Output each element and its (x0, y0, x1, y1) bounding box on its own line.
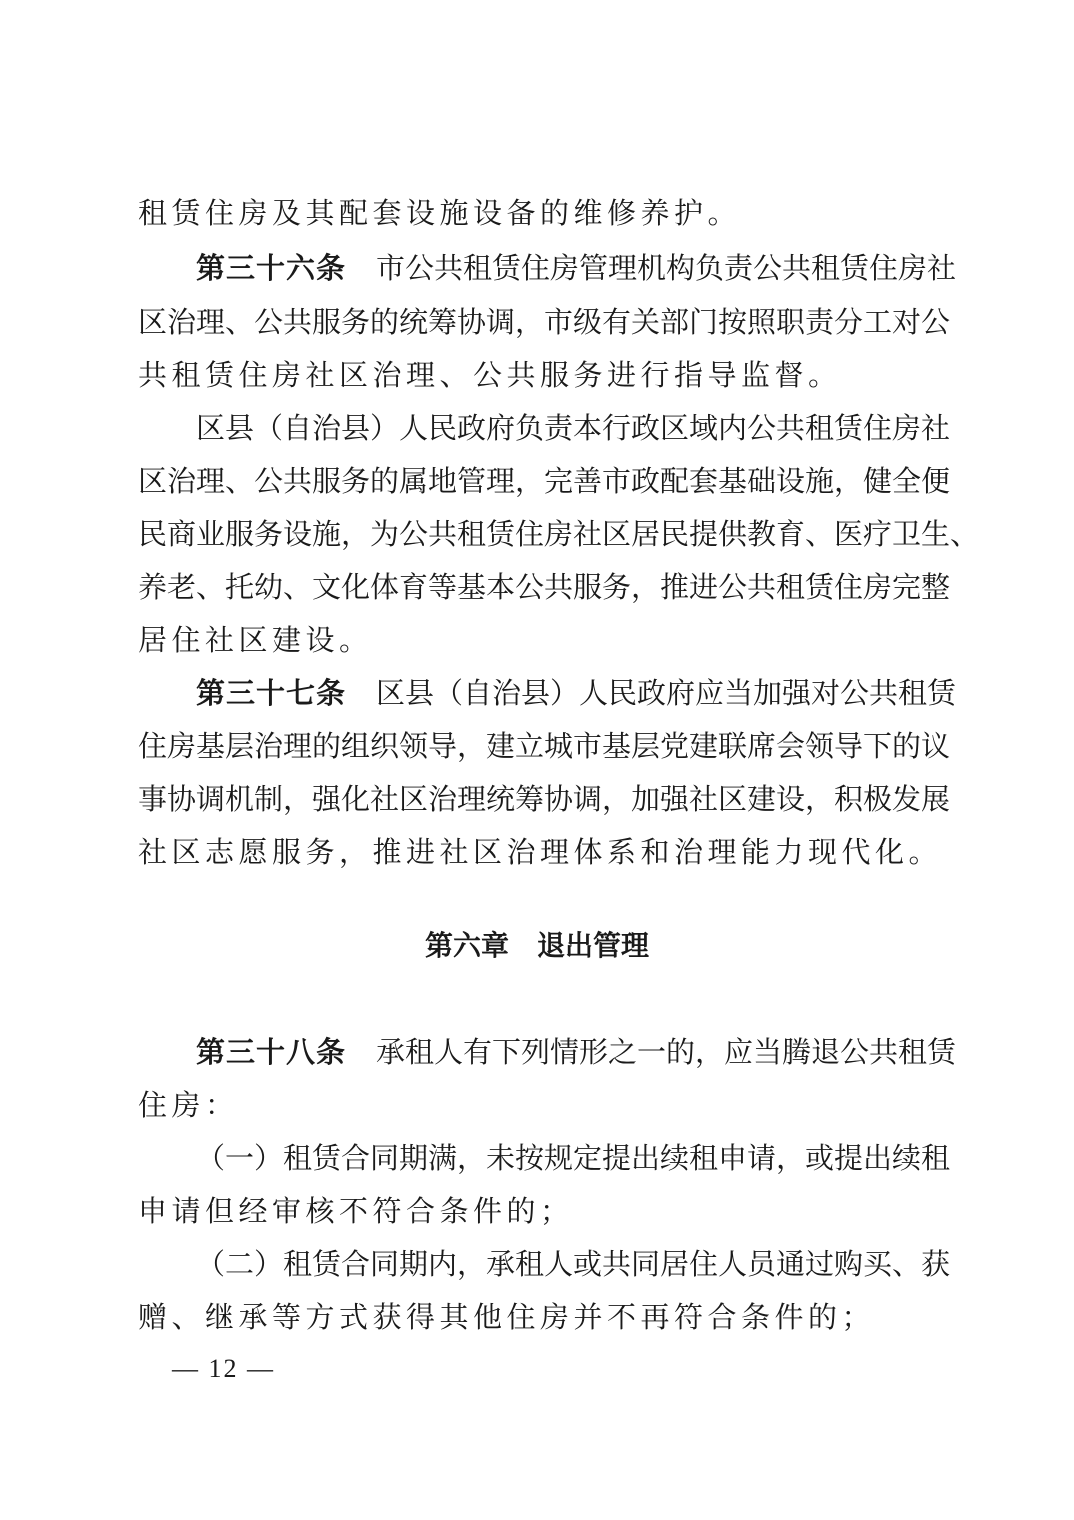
paragraph-line: 住房： (138, 1088, 239, 1122)
chapter-number: 第六章 (424, 929, 509, 962)
chapter-title: 退出管理 (537, 929, 650, 962)
paragraph-line: 社区志愿服务，推进社区治理体系和治理能力现代化。 (138, 835, 943, 869)
paragraph-line: 租赁住房及其配套设施设备的维修养护。 (138, 196, 742, 230)
paragraph-line: 养老、托幼、文化体育等基本公共服务，推进公共租赁住房完整 (138, 570, 951, 604)
paragraph-line: 区治理、公共服务的统筹协调，市级有关部门按照职责分工对公 (138, 305, 951, 339)
paragraph-line: 民商业服务设施，为公共租赁住房社区居民提供教育、医疗卫生、 (138, 517, 980, 551)
list-item-line: （二）租赁合同期内，承租人或共同居住人员通过购买、获 (196, 1247, 951, 1281)
article-38-first-line (196, 1032, 957, 1072)
article-38-text: 承租人有下列情形之一的，应当腾退公共租赁 (376, 1035, 957, 1069)
article-36-text: 市公共租赁住房管理机构负责公共租赁住房社 (376, 251, 957, 285)
article-38-label: 第三十八条 (196, 1035, 347, 1069)
paragraph-line: 事协调机制，强化社区治理统筹协调，加强社区建设，积极发展 (138, 782, 951, 816)
paragraph-line: 共租赁住房社区治理、公共服务进行指导监督。 (138, 358, 842, 392)
chapter-heading (0, 926, 1074, 966)
paragraph-line: 居住社区建设。 (138, 623, 373, 657)
article-37-text: 区县（自治县）人民政府应当加强对公共租赁 (376, 676, 957, 710)
list-item-line: 申请但经审核不符合条件的； (138, 1194, 574, 1228)
article-37-first-line (196, 673, 957, 713)
article-37-label: 第三十七条 (196, 676, 347, 710)
paragraph-line: 区治理、公共服务的属地管理，完善市政配套基础设施，健全便 (138, 464, 951, 498)
list-item-line: （一）租赁合同期满，未按规定提出续租申请，或提出续租 (196, 1141, 951, 1175)
article-36-label: 第三十六条 (196, 251, 347, 285)
paragraph-line: 区县（自治县）人民政府负责本行政区域内公共租赁住房社 (196, 411, 951, 445)
paragraph-line: 住房基层治理的组织领导，建立城市基层党建联席会领导下的议 (138, 729, 951, 763)
article-36-first-line (196, 248, 957, 288)
list-item-line: 赠、继承等方式获得其他住房并不再符合条件的； (138, 1300, 876, 1334)
page-number: — 12 — (172, 1354, 275, 1383)
